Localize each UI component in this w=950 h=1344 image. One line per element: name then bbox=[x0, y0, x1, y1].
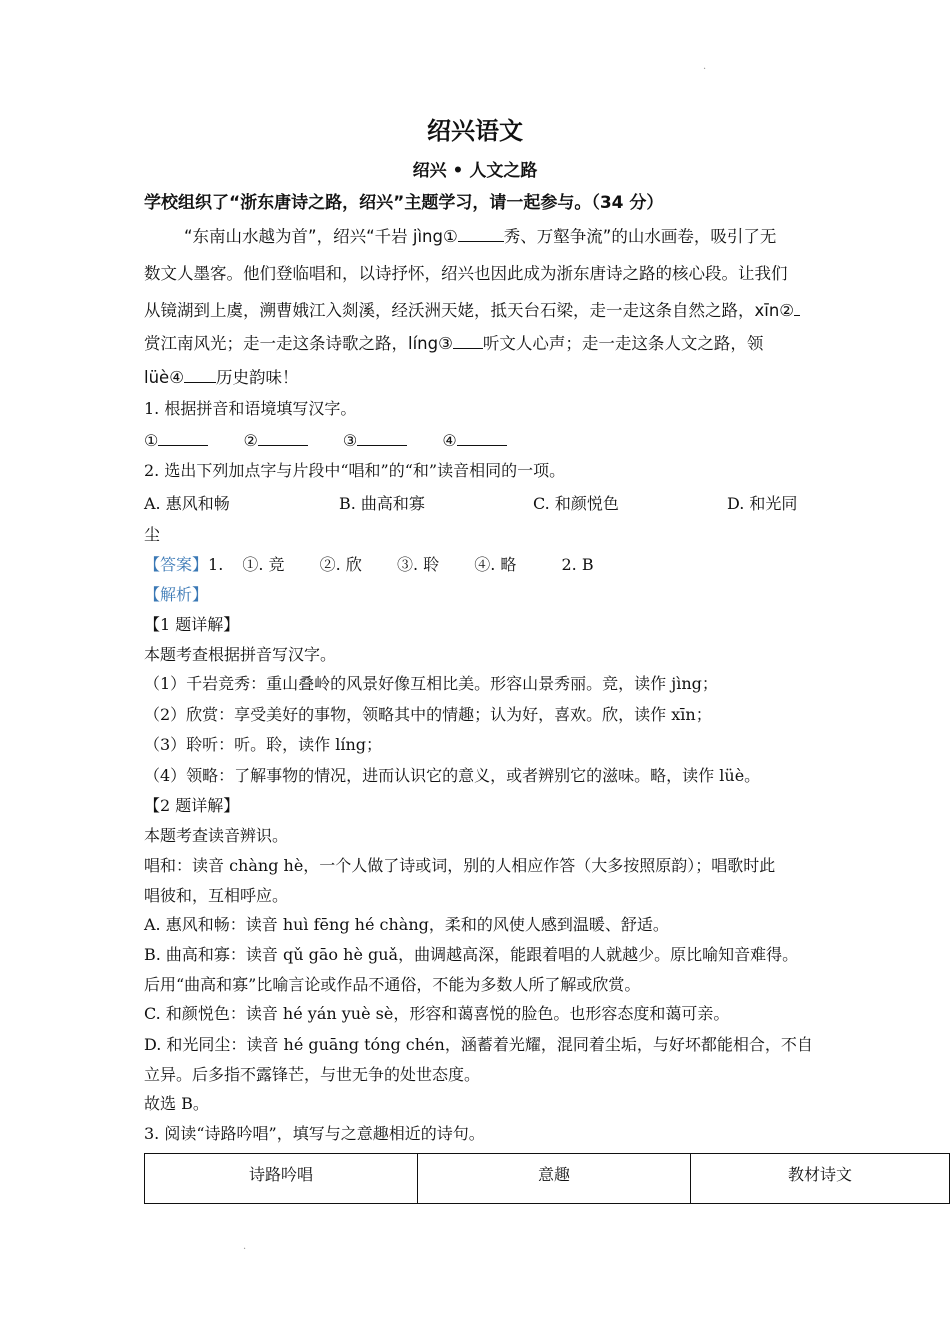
blank-1[interactable] bbox=[458, 226, 504, 242]
answer-slot-3[interactable]: ③ bbox=[343, 431, 407, 450]
answer-item-4: ④. 略 bbox=[474, 555, 517, 574]
option-d: D. 和光同 bbox=[727, 494, 798, 513]
blank-2[interactable] bbox=[794, 300, 800, 316]
question-1-blank-row bbox=[144, 430, 507, 451]
question-3: 3. 阅读“诗路吟唱”，填写与之意趣相近的诗句。 bbox=[144, 1124, 485, 1143]
passage-line-4-b: 听文人心声；走一走这条人文之路，领 bbox=[482, 334, 764, 353]
table-header-row bbox=[145, 1154, 950, 1204]
answer-q2: 2. B bbox=[561, 555, 594, 574]
option-c: C. 和颜悦色 bbox=[533, 494, 619, 513]
detail-2-line: D. 和光同尘：读音 hé guāng tóng chén，涵蓄着光耀，混同着尘垢，与好坏都能相合，不自 bbox=[144, 1035, 813, 1054]
blank-4[interactable] bbox=[184, 367, 216, 383]
detail-2-line: 唱和：读音 chàng hè，一个人做了诗或词，别的人相应作答（大多按照原韵）；唱歌时此 bbox=[144, 856, 776, 875]
answer-slot-1[interactable]: ① bbox=[144, 431, 208, 450]
detail-2-line: A. 惠风和畅：读音 huì fēng hé chàng，柔和的风使人感到温暖、舒适。 bbox=[144, 915, 669, 934]
passage-line-5-a: lüè④ bbox=[144, 368, 184, 387]
question-1: 1. 根据拼音和语境填写汉字。 bbox=[144, 399, 357, 418]
passage-line-1-b: 秀、万壑争流”的山水画卷，吸引了无 bbox=[503, 227, 777, 246]
answer-item-2: ②. 欣 bbox=[319, 555, 362, 574]
table-header-cell: 教材诗文 bbox=[691, 1154, 950, 1204]
detail-2-line: B. 曲高和寡：读音 qǔ gāo hè guǎ，曲调越高深，能跟着唱的人就越少。原比喻知音难得。 bbox=[144, 945, 799, 964]
poem-table bbox=[144, 1153, 950, 1204]
option-d-continued: 尘 bbox=[144, 525, 161, 544]
passage-line-3-text: 从镜湖到上虞，溯曹娥江入剡溪，经沃洲天姥，抵天台石梁，走一走这条自然之路，xīn② bbox=[144, 301, 795, 320]
detail-2-heading: 【2 题详解】 bbox=[144, 796, 240, 815]
detail-1-line: （4）领略：了解事物的情况，进而认识它的意义，或者辨别它的滋味。略，读作 lüè。 bbox=[144, 766, 761, 785]
passage-line-5 bbox=[144, 367, 299, 388]
question-2: 2. 选出下列加点字与片段中“唱和”的“和”读音相同的一项。 bbox=[144, 461, 566, 480]
answer-item-1: ①. 竞 bbox=[242, 555, 285, 574]
passage-line-1-a: “东南山水越为首”，绍兴“千岩 jìng① bbox=[184, 227, 458, 246]
option-a: A. 惠风和畅 bbox=[144, 494, 230, 513]
detail-2-line: 故选 B。 bbox=[144, 1094, 209, 1113]
intro-text: 学校组织了“浙东唐诗之路，绍兴”主题学习，请一起参与。（34 分） bbox=[144, 193, 664, 213]
detail-1-line: （1）千岩竞秀：重山叠岭的风景好像互相比美。形容山景秀丽。竞，读作 jìng； bbox=[144, 674, 718, 693]
detail-2-line: C. 和颜悦色：读音 hé yán yuè sè，形容和蔼喜悦的脸色。也形容态度和蔼可亲。 bbox=[144, 1004, 730, 1023]
scan-dot: · bbox=[243, 1244, 247, 1255]
answer-slot-4[interactable]: ④ bbox=[442, 431, 506, 450]
scan-dot: · bbox=[703, 64, 707, 75]
detail-1-line: （2）欣赏：享受美好的事物，领略其中的情趣；认为好，喜欢。欣，读作 xīn； bbox=[144, 705, 712, 724]
table-header-cell: 意趣 bbox=[418, 1154, 691, 1204]
answer-slot-2[interactable]: ② bbox=[243, 431, 307, 450]
page-title: 绍兴语文 bbox=[427, 117, 523, 145]
blank-3[interactable] bbox=[453, 333, 483, 349]
passage-line-4 bbox=[144, 333, 763, 354]
passage-line-1 bbox=[184, 226, 776, 247]
detail-2-line: 本题考查读音辨识。 bbox=[144, 826, 289, 845]
option-b: B. 曲高和寡 bbox=[339, 494, 425, 513]
answer-row bbox=[144, 555, 594, 575]
answer-label: 【答案】 bbox=[144, 555, 209, 574]
detail-2-line: 后用“曲高和寡”比喻言论或作品不通俗，不能为多数人所了解或欣赏。 bbox=[144, 975, 641, 994]
analysis-label: 【解析】 bbox=[144, 585, 209, 604]
passage-line-3 bbox=[144, 300, 800, 321]
detail-1-line: （3）聆听：听。聆，读作 líng； bbox=[144, 735, 383, 754]
passage-line-2: 数文人墨客。他们登临唱和，以诗抒怀，绍兴也因此成为浙东唐诗之路的核心段。让我们 bbox=[144, 264, 788, 283]
detail-1-heading: 【1 题详解】 bbox=[144, 615, 240, 634]
page-subtitle: 绍兴 • 人文之路 bbox=[412, 161, 538, 181]
answer-item-3: ③. 聆 bbox=[396, 555, 440, 574]
passage-line-4-a: 赏江南风光；走一走这条诗歌之路，líng③ bbox=[144, 334, 453, 353]
table-header-cell: 诗路吟唱 bbox=[145, 1154, 418, 1204]
passage-line-5-b: 历史韵味！ bbox=[216, 368, 299, 387]
answer-q1-num: 1. bbox=[208, 555, 224, 574]
detail-1-line: 本题考查根据拼音写汉字。 bbox=[144, 645, 337, 664]
detail-2-line: 立异。后多指不露锋芒，与世无争的处世态度。 bbox=[144, 1065, 481, 1084]
detail-2-line: 唱彼和，互相呼应。 bbox=[144, 886, 289, 905]
